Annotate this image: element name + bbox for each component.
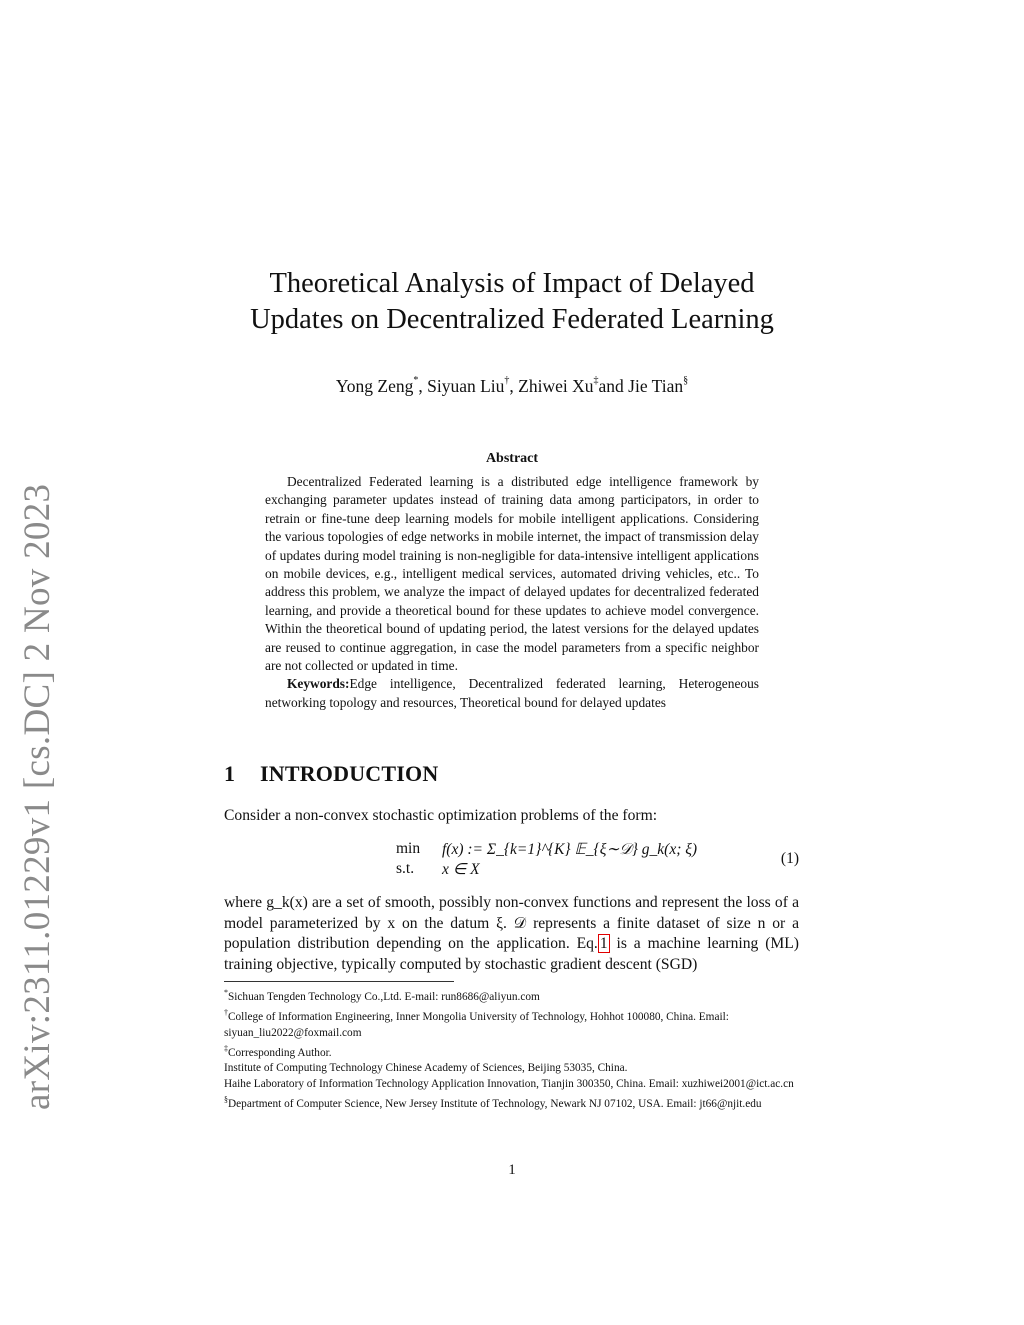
title-line-2: Updates on Decentralized Federated Learning: [250, 304, 774, 335]
abstract-text: Decentralized Federated learning is a distributed edge intelligence framework by exchanging parameter updates instead of training data among participators, in order to retrain or fine-tune deep learning models for mobile intelligent applications. Considering the various topologies of edge networks in mobile internet, the impact of transmission delay of updates during model training is non-negligible for data-intensive intelligent applications on mobile devices, e.g., intelligent medical services, automated driving vehicles, etc.. To address this problem, we analyze the impact of delayed updates for decentralized federated learning, and provide a theoretical bound for these updates to achieve model convergence. Within the theoretical bound of updating period, the latest versions for the delayed updates are reused to continue aggregation, in case the model parameters from a specific neighbor are not collected or updated in time.: [265, 474, 759, 674]
title-line-1: Theoretical Analysis of Impact of Delayed: [269, 268, 755, 299]
footnote-text: Corresponding Author.: [228, 1046, 332, 1059]
equation-1: [224, 838, 799, 882]
footnote-text: Department of Computer Science, New Jersey Institute of Technology, Newark NJ 07102, USA. Email: jt66@njit.edu: [228, 1098, 762, 1111]
footnotes: [224, 985, 799, 1112]
footnote-divider: [224, 981, 454, 982]
footnote-text: College of Information Engineering, Inner Mongolia University of Technology, Hohhot 100080, China. Email: siyuan_liu2022@foxmail.com: [224, 1010, 729, 1039]
intro-paragraph: [224, 893, 799, 975]
footnote: [224, 1092, 799, 1112]
keywords-text: Edge intelligence, Decentralized federated learning, Heterogeneous networking topology and resources, Theoretical bound for delayed updates: [265, 676, 759, 710]
footnote: [224, 1076, 799, 1092]
eq-row2-label: s.t.: [396, 860, 415, 877]
page-number: 1: [508, 1162, 516, 1178]
author-and: and: [598, 375, 629, 396]
author-3-mark: ‡: [593, 375, 599, 386]
abstract-heading: Abstract: [485, 451, 539, 466]
footnote-mark: *: [224, 988, 228, 997]
section-heading: [224, 761, 438, 787]
keywords: [265, 675, 759, 712]
section-title: INTRODUCTION: [260, 761, 439, 786]
intro-text-before-ref: where g_k(x) are a set of smooth, possibly non-convex functions and represent the loss of a model parameterized by x on the datum ξ. 𝒟 represents a finite dataset of size n or a population distribution depending on the application. Eq.: [224, 894, 799, 952]
paper-title: [160, 266, 864, 338]
author-3-name: Zhiwei Xu: [518, 375, 594, 396]
footnote: [224, 1041, 799, 1061]
author-1-name: Yong Zeng: [335, 375, 414, 396]
eq-row2-expr: x ∈ X: [442, 861, 480, 878]
eq-row1-expr: f(x) := Σ_{k=1}^{K} 𝔼_{ξ∼𝒟} g_k(x; ξ): [442, 841, 698, 858]
author-list: [160, 370, 864, 399]
intro-text-after-ref: is a machine learning (ML) training objective, typically computed by stochastic gradient descent (SGD): [224, 935, 799, 973]
abstract-body: [265, 473, 759, 712]
footnote-text: Haihe Laboratory of Information Technology Application Innovation, Tianjin 300350, China. Email: xuzhiwei2001@ict.ac.cn: [224, 1078, 794, 1091]
author-separator: ,: [509, 375, 519, 396]
author-2-mark: †: [504, 375, 510, 386]
footnote: [224, 1060, 799, 1076]
footnote-mark: ‡: [224, 1043, 228, 1053]
author-1-mark: *: [413, 375, 419, 386]
keywords-label: Keywords:: [287, 676, 350, 692]
footnote-text: Sichuan Tengden Technology Co.,Ltd. E-mail: run8686@aliyun.com: [228, 990, 540, 1003]
footnote-mark: †: [224, 1007, 228, 1017]
author-4-name: Jie Tian: [628, 375, 684, 396]
equation-reference-link[interactable]: 1: [599, 935, 608, 952]
eq-row1-label: min: [396, 840, 421, 857]
footnote-mark: §: [224, 1095, 228, 1105]
author-4-mark: §: [683, 375, 689, 386]
author-2-name: Siyuan Liu: [427, 375, 505, 396]
intro-lead: Consider a non-convex stochastic optimization problems of the form:: [224, 807, 658, 824]
footnote: [224, 1005, 799, 1041]
footnote: [224, 985, 799, 1005]
arxiv-identifier-stamp: arXiv:2311.01229v1 [cs.DC] 2 Nov 2023: [17, 483, 58, 1110]
eq-number: (1): [780, 850, 799, 867]
author-separator: ,: [418, 375, 428, 396]
section-number: 1: [224, 761, 236, 786]
footnote-text: Institute of Computing Technology Chinese Academy of Sciences, Beijing 53035, China.: [224, 1062, 628, 1075]
